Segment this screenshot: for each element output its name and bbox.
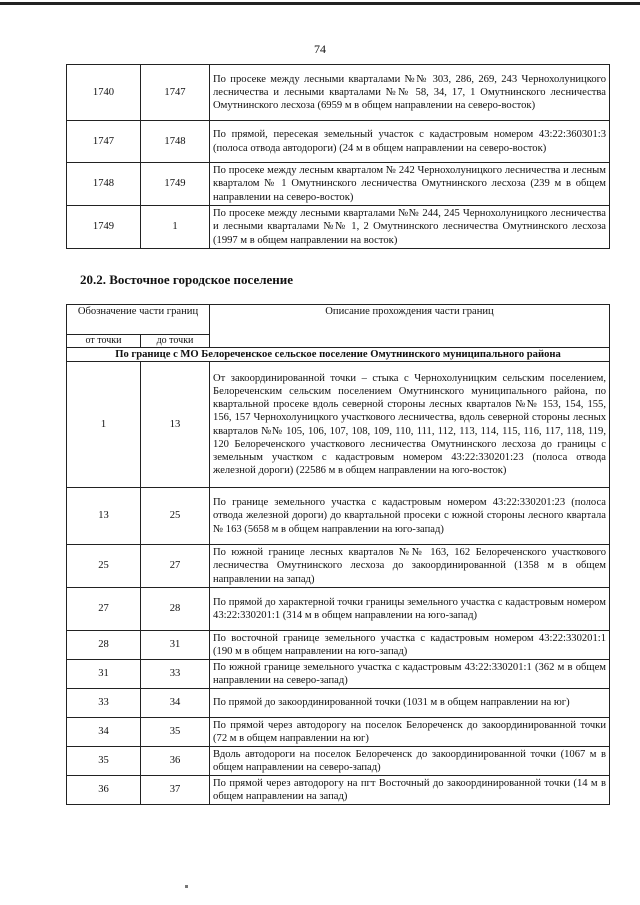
to-point: 33 bbox=[141, 660, 210, 689]
boundary-description: По просеке между лесным кварталом № 242 Чернохолуницкого лесничества и лесным кварталом № 1 Омутнинского лесничества Омутнинского лесхоза (239 м в общем направлении на северо-восток) bbox=[210, 163, 610, 206]
to-point: 27 bbox=[141, 545, 210, 588]
table-row bbox=[67, 588, 610, 631]
table-row bbox=[67, 718, 610, 747]
to-point: 34 bbox=[141, 689, 210, 718]
boundary-description: По прямой до характерной точки границы земельного участка с кадастровым номером 43:22:330201:1 (314 м в общем направлении на юго-запад) bbox=[210, 588, 610, 631]
from-point: 1748 bbox=[67, 163, 141, 206]
table-header-row bbox=[67, 305, 610, 335]
to-point: 36 bbox=[141, 747, 210, 776]
from-point: 1749 bbox=[67, 206, 141, 249]
top-rule bbox=[0, 2, 640, 5]
table-row bbox=[67, 689, 610, 718]
header-to: до точки bbox=[141, 335, 210, 348]
to-point: 1747 bbox=[141, 65, 210, 121]
table-row bbox=[67, 747, 610, 776]
table-row bbox=[67, 660, 610, 689]
table-row bbox=[67, 776, 610, 805]
table-row bbox=[67, 163, 610, 206]
table-row bbox=[67, 545, 610, 588]
table-row bbox=[67, 488, 610, 545]
table-row bbox=[67, 206, 610, 249]
from-point: 33 bbox=[67, 689, 141, 718]
boundary-description: По просеке между лесными кварталами №№ 244, 245 Чернохолуницкого лесничества и лесными кварталами №№ 1, 2 Омутнинского лесничества Омутнинского лесхоза (1997 м в общем направлении на восток) bbox=[210, 206, 610, 249]
from-point: 36 bbox=[67, 776, 141, 805]
from-point: 1 bbox=[67, 362, 141, 488]
section-heading: 20.2. Восточное городское поселение bbox=[80, 272, 294, 287]
from-point: 28 bbox=[67, 631, 141, 660]
to-point: 37 bbox=[141, 776, 210, 805]
boundary-table-continued bbox=[66, 64, 610, 249]
boundary-description: По просеке между лесными кварталами №№ 303, 286, 269, 243 Чернохолуницкого лесничества и лесными кварталами №№ 58, 34, 17, 1 Омутнинского лесничества Омутнинского лесхоза (6959 м в общем направлении на северо-восток) bbox=[210, 65, 610, 121]
page-number: 74 bbox=[314, 42, 326, 56]
section-row bbox=[67, 348, 610, 362]
from-point: 34 bbox=[67, 718, 141, 747]
to-point: 13 bbox=[141, 362, 210, 488]
boundary-description: По южной границе лесных кварталов №№ 163, 162 Белореченского участкового лесничества Омутнинского лесхоза до закоординированной (1358 м в общем направлении на запад) bbox=[210, 545, 610, 588]
boundary-table bbox=[66, 304, 610, 805]
boundary-description: По восточной границе земельного участка с кадастровым номером 43:22:330201:1 (190 м в общем направлении на юго-запад) bbox=[210, 631, 610, 660]
boundary-description: Вдоль автодороги на поселок Белореченск до закоординированной точки (1067 м в общем направлении на северо-запад) bbox=[210, 747, 610, 776]
header-points: Обозначение части границ bbox=[67, 305, 210, 335]
from-point: 1740 bbox=[67, 65, 141, 121]
from-point: 13 bbox=[67, 488, 141, 545]
to-point: 35 bbox=[141, 718, 210, 747]
from-point: 27 bbox=[67, 588, 141, 631]
scan-speck bbox=[185, 885, 188, 888]
to-point: 28 bbox=[141, 588, 210, 631]
boundary-description: По прямой через автодорогу на поселок Белореченск до закоординированной точки (72 м в общем направлении на юг) bbox=[210, 718, 610, 747]
table-row bbox=[67, 121, 610, 163]
from-point: 35 bbox=[67, 747, 141, 776]
boundary-description: По прямой до закоординированной точки (1031 м в общем направлении на юг) bbox=[210, 689, 610, 718]
boundary-description: По прямой через автодорогу на пгт Восточный до закоординированной точки (14 м в общем направлении на запад) bbox=[210, 776, 610, 805]
from-point: 1747 bbox=[67, 121, 141, 163]
from-point: 31 bbox=[67, 660, 141, 689]
table-row bbox=[67, 65, 610, 121]
to-point: 1748 bbox=[141, 121, 210, 163]
table-row bbox=[67, 631, 610, 660]
boundary-description: По южной границе земельного участка с кадастровым 43:22:330201:1 (362 м в общем направлении на северо-запад) bbox=[210, 660, 610, 689]
to-point: 31 bbox=[141, 631, 210, 660]
to-point: 1 bbox=[141, 206, 210, 249]
from-point: 25 bbox=[67, 545, 141, 588]
table-row bbox=[67, 362, 610, 488]
to-point: 25 bbox=[141, 488, 210, 545]
boundary-description: По прямой, пересекая земельный участок с кадастровым номером 43:22:360301:3 (полоса отвода автодороги) (24 м в общем направлении на северо-восток) bbox=[210, 121, 610, 163]
header-description: Описание прохождения части границ bbox=[210, 305, 610, 348]
boundary-description: По границе земельного участка с кадастровым номером 43:22:330201:23 (полоса отвода железной дороги) до квартальной просеки с южной стороны лесного квартала № 163 (5658 м в общем направлении на юго-запад) bbox=[210, 488, 610, 545]
boundary-description: От закоординированной точки – стыка с Чернохолуницким сельским поселением, Белореченским сельским поселением Омутнинского муниципального района, по квартальной просеке вдоль северной стороны лесных кварталов №№ 153, 154, 155, 156, 157 Чернохолуницкого участкового лесничества, вдоль северной стороны лесных кварталов №№ 105, 106, 107, 108, 109, 110, 111, 112, 113, 114, 115, 116, 117, 118, 119, 120 Белореченского участкового лесничества Омутнинского лесхоза до границы с земельным участком с кадастровым номером 43:22:330201:23 (полоса отвода железной дороги) (22586 м в общем направлении на юго-восток) bbox=[210, 362, 610, 488]
section-row-label: По границе с МО Белореченское сельское поселение Омутнинского муниципального района bbox=[67, 348, 610, 362]
header-from: от точки bbox=[67, 335, 141, 348]
to-point: 1749 bbox=[141, 163, 210, 206]
